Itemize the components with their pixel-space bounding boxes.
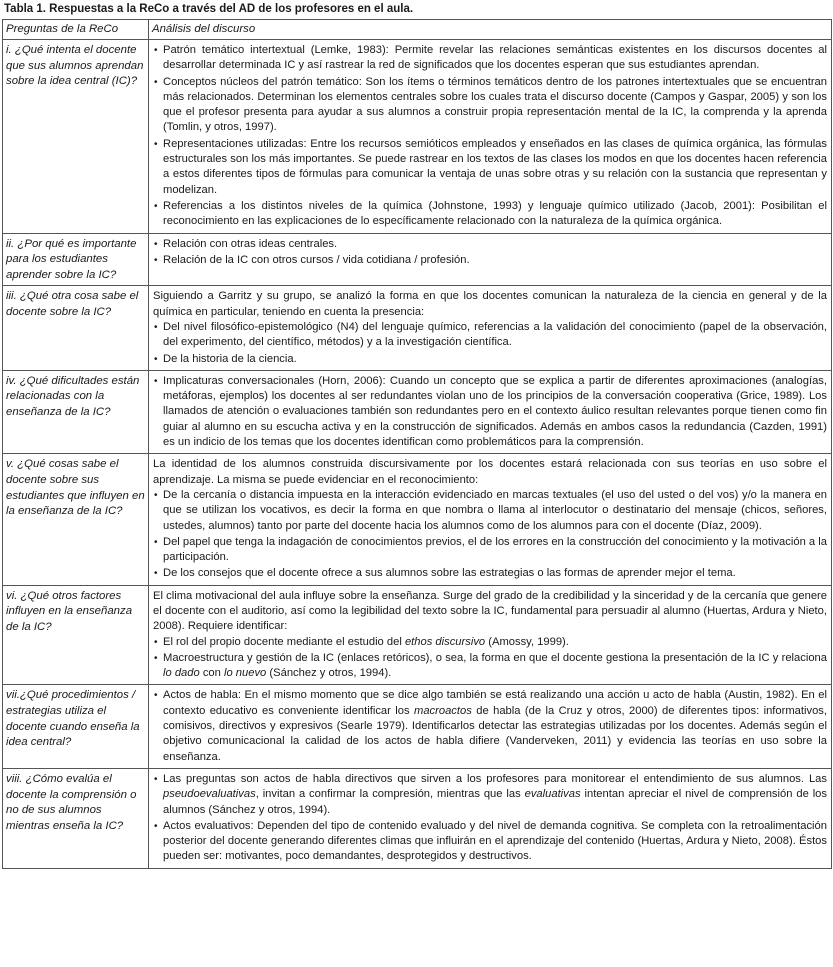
bullet-icon: •: [154, 773, 158, 785]
analysis-list-item: [153, 535, 827, 566]
analysis-list-item: [153, 75, 827, 136]
header-analisis: Análisis del discurso: [149, 20, 832, 40]
analysis-item-text: Patrón temático intertextual (Lemke, 1983): Permite revelar las relaciones semánticas existentes en los discursos docentes al desarrollar determinada IC y así rastrear la red de significados que los docentes esperan que sus estudiantes aprendan.: [163, 44, 827, 72]
analysis-item-text: Relación de la IC con otros cursos / vida cotidiana / profesión.: [163, 253, 470, 266]
bullet-icon: •: [154, 690, 158, 702]
analysis-item-text: Conceptos núcleos del patrón temático: Son los ítems o términos temáticos dentro de los patrones intertextuales que se encuentran más relacionados. Determinan los elementos centrales sobre los cuales trata el discurso docente (Campos y Gaspar, 2005) y son los que el profesor presenta para ayudar a sus alumnos a construir propia representación mental de la IC, la comprenda y la aprenda (Tomlin, y otros, 1997).: [163, 75, 827, 134]
question-cell: v. ¿Qué cosas sabe el docente sobre sus estudiantes que influyen en la enseñanza de la IC?: [3, 454, 149, 585]
bullet-icon: •: [154, 200, 158, 212]
analysis-list-item: [153, 819, 827, 865]
bullet-icon: •: [154, 321, 158, 333]
question-cell: iv. ¿Qué dificultades están relacionadas con la enseñanza de la IC?: [3, 370, 149, 453]
table-caption: Tabla 1. Respuestas a la ReCo a través del AD de los profesores en el aula.: [4, 3, 414, 15]
analysis-list: [153, 635, 827, 682]
question-cell: vii.¿Qué procedimientos / estrategias utiliza el docente cuando enseña la idea central?: [3, 685, 149, 768]
analysis-cell: [149, 370, 832, 453]
analysis-list: [153, 772, 827, 865]
analysis-item-text: Actos evaluativos: Dependen del tipo de contenido evaluado y del nivel de demanda cognitiva. Se completa con la retroalimentación posterior del docente generando diferentes climas que influirán en el aprendizaje del contenido (Huertas, Ardura y Nieto, 2008). Éstos pueden ser: motivantes, poco demandantes, desprotegidos y destructivos.: [163, 819, 827, 863]
bullet-icon: •: [154, 568, 158, 580]
analysis-item-text: Relación con otras ideas centrales.: [163, 237, 338, 250]
analysis-intro: Siguiendo a Garritz y su grupo, se analizó la forma en que los docentes comunican la naturaleza de la ciencia en general y de la química en particular, teniendo en cuenta la presencia:: [153, 290, 827, 318]
table-row: [3, 286, 832, 370]
analysis-list-item: [153, 688, 827, 764]
analysis-list: [153, 320, 827, 367]
table-row: [3, 768, 832, 868]
analysis-cell: [149, 585, 832, 685]
analysis-list-item: [153, 237, 827, 252]
analysis-list: [153, 374, 827, 450]
bullet-icon: •: [154, 138, 158, 150]
analysis-list-item: [153, 635, 827, 650]
analysis-list: [153, 43, 827, 230]
analysis-list: [153, 688, 827, 764]
analysis-list-item: [153, 488, 827, 534]
bullet-icon: •: [154, 652, 158, 664]
analysis-item-text: Las preguntas son actos de habla directivos que sirven a los profesores para monitorear el entendimiento de sus alumnos. Las pseudoevaluativas, invitan a confirmar la compresión, mientras que las evaluativas intentan apreciar el nivel de comprensión de los alumnos (Sánchez y otros, 1994).: [163, 772, 827, 816]
analysis-cell: [149, 685, 832, 768]
analysis-item-text: Actos de habla: En el mismo momento que se dice algo también se está realizando una acción u acto de habla (Austin, 1982). En el contexto educativo es conveniente identificar los macroactos de habla (de la Cruz y otros, 2000) de diferentes tipos: informativos, comisivos, directivos y expresivos (Searle 1979). Identificarlos detectar las estrategias utilizadas por los docentes. Además según el objetivo comunicacional la calidad de los actos de habla difiere (Vanderveken, 2011) y evidencia las teorías en uso sobre la enseñanza.: [163, 689, 828, 763]
analysis-list-item: [153, 374, 827, 450]
analysis-item-text: Referencias a los distintos niveles de la química (Johnstone, 1993) y lenguaje químico utilizado (Jacob, 2001): Posibilitan el reconocimiento en las explicaciones de lo específicamente relacionado con la naturaleza de la química orgánica.: [163, 199, 827, 228]
bullet-icon: •: [154, 636, 158, 648]
analysis-item-text: Macroestructura y gestión de la IC (enlaces retóricos), o sea, la forma en que el docente gestiona la presentación de la IC y relaciona lo dado con lo nuevo (Sánchez y otros, 1994).: [163, 651, 827, 680]
bullet-icon: •: [154, 820, 158, 832]
analysis-list-item: [153, 352, 827, 367]
table-row: [3, 454, 832, 585]
table-row: [3, 233, 832, 286]
question-cell: iii. ¿Qué otra cosa sabe el docente sobre la IC?: [3, 286, 149, 370]
analysis-item-text: De la historia de la ciencia.: [163, 352, 297, 365]
bullet-icon: •: [154, 238, 158, 250]
analysis-cell: [149, 40, 832, 234]
table-row: [3, 40, 832, 234]
analysis-item-text: Representaciones utilizadas: Entre los recursos semióticos empleados y enseñados en las clases de química orgánica, las fórmulas estructurales son los más importantes. Se puede rastrear en los textos de las clases los modos en que los docentes hacen referencia a estos diferentes tipos de fórmulas para comunicar la ventaja de unas sobre otras y su relación con la sustancia que representan y modelizan.: [163, 137, 827, 196]
analysis-list-item: [153, 651, 827, 682]
analysis-cell: [149, 454, 832, 585]
table-body: [3, 40, 832, 869]
analysis-item-text: De la cercanía o distancia impuesta en la interacción evidenciado en marcas textuales (el uso del usted o del vos) y/o la manera en que se utilizan los vocativos, es decir la forma en que nombra o llama al interlocutor o destinatario del mensaje (chicos, señores, ustedes, alumnos) tanto por parte del docente hacia los alumnos como de los alumnos para con el docente (Díaz, 2009).: [163, 488, 827, 532]
question-cell: i. ¿Qué intenta el docente que sus alumnos aprendan sobre la idea central (IC)?: [3, 40, 149, 234]
bullet-icon: •: [154, 353, 158, 365]
question-cell: viii. ¿Cómo evalúa el docente la comprensión o no de sus alumnos mientras enseña la IC?: [3, 768, 149, 868]
analysis-list-item: [153, 253, 827, 268]
bullet-icon: •: [154, 489, 158, 501]
analysis-item-text: El rol del propio docente mediante el estudio del ethos discursivo (Amossy, 1999).: [163, 635, 569, 648]
analysis-list-item: [153, 566, 827, 581]
header-preguntas: Preguntas de la ReCo: [3, 20, 149, 40]
table-row: [3, 685, 832, 768]
reco-table: [2, 19, 832, 869]
bullet-icon: •: [154, 76, 158, 88]
bullet-icon: •: [154, 536, 158, 548]
analysis-item-text: Del papel que tenga la indagación de conocimientos previos, el de los errores en la construcción del conocimiento y la motivación a la participación.: [163, 535, 827, 564]
analysis-intro: El clima motivacional del aula influye sobre la enseñanza. Surge del grado de la credibilidad y la sinceridad y de la cercanía que genere el docente con el auditorio, así como la legibilidad del texto sobre la IC, fundamental para persuadir al alumno (Huertas, Ardura y Nieto, 2008). Requiere identificar:: [153, 589, 827, 633]
analysis-list-item: [153, 199, 827, 230]
question-cell: vi. ¿Qué otros factores influyen en la enseñanza de la IC?: [3, 585, 149, 685]
analysis-list: [153, 237, 827, 269]
analysis-intro: La identidad de los alumnos construida discursivamente por los docentes estará relacionada con sus teorías en uso sobre el aprendizaje. La misma se puede evidenciar en el reconocimiento:: [153, 458, 827, 486]
bullet-icon: •: [154, 254, 158, 266]
analysis-item-text: Implicaturas conversacionales (Horn, 2006): Cuando un concepto que se explica a partir de diferentes aproximaciones (analogías, metáforas, ejemplos) los docentes al ser redundantes violan uno de los principios de la conversación cooperativa (Grice, 1989). Los llamados de atención o evaluaciones también son redundantes pero en el contexto áulico resultan relevantes porque tienen como fin guiar al alumno en su escucha activa y en la construcción de significados. Además en ambos casos la redundancia (Cazden, 1991) es un indicio de los temas que los docentes identifican como problemáticos para la comprensión.: [163, 374, 827, 449]
analysis-item-text: De los consejos que el docente ofrece a sus alumnos sobre las estrategias o las formas de aprender mejor el tema.: [163, 567, 736, 580]
analysis-list-item: [153, 43, 827, 74]
analysis-list-item: [153, 772, 827, 818]
analysis-list: [153, 488, 827, 582]
analysis-cell: [149, 233, 832, 286]
bullet-icon: •: [154, 45, 158, 56]
analysis-cell: [149, 768, 832, 868]
bullet-icon: •: [154, 375, 158, 387]
analysis-list-item: [153, 137, 827, 198]
analysis-cell: [149, 286, 832, 370]
table-row: [3, 585, 832, 685]
table-header-row: [3, 20, 832, 40]
question-cell: ii. ¿Por qué es importante para los estudiantes aprender sobre la IC?: [3, 233, 149, 286]
analysis-list-item: [153, 320, 827, 351]
table-row: [3, 370, 832, 453]
analysis-item-text: Del nivel filosófico-epistemológico (N4) del lenguaje químico, referencias a la validación del conocimiento (papel de la observación, del experimento, del científico, métodos) y a la investigación científica.: [163, 320, 827, 349]
